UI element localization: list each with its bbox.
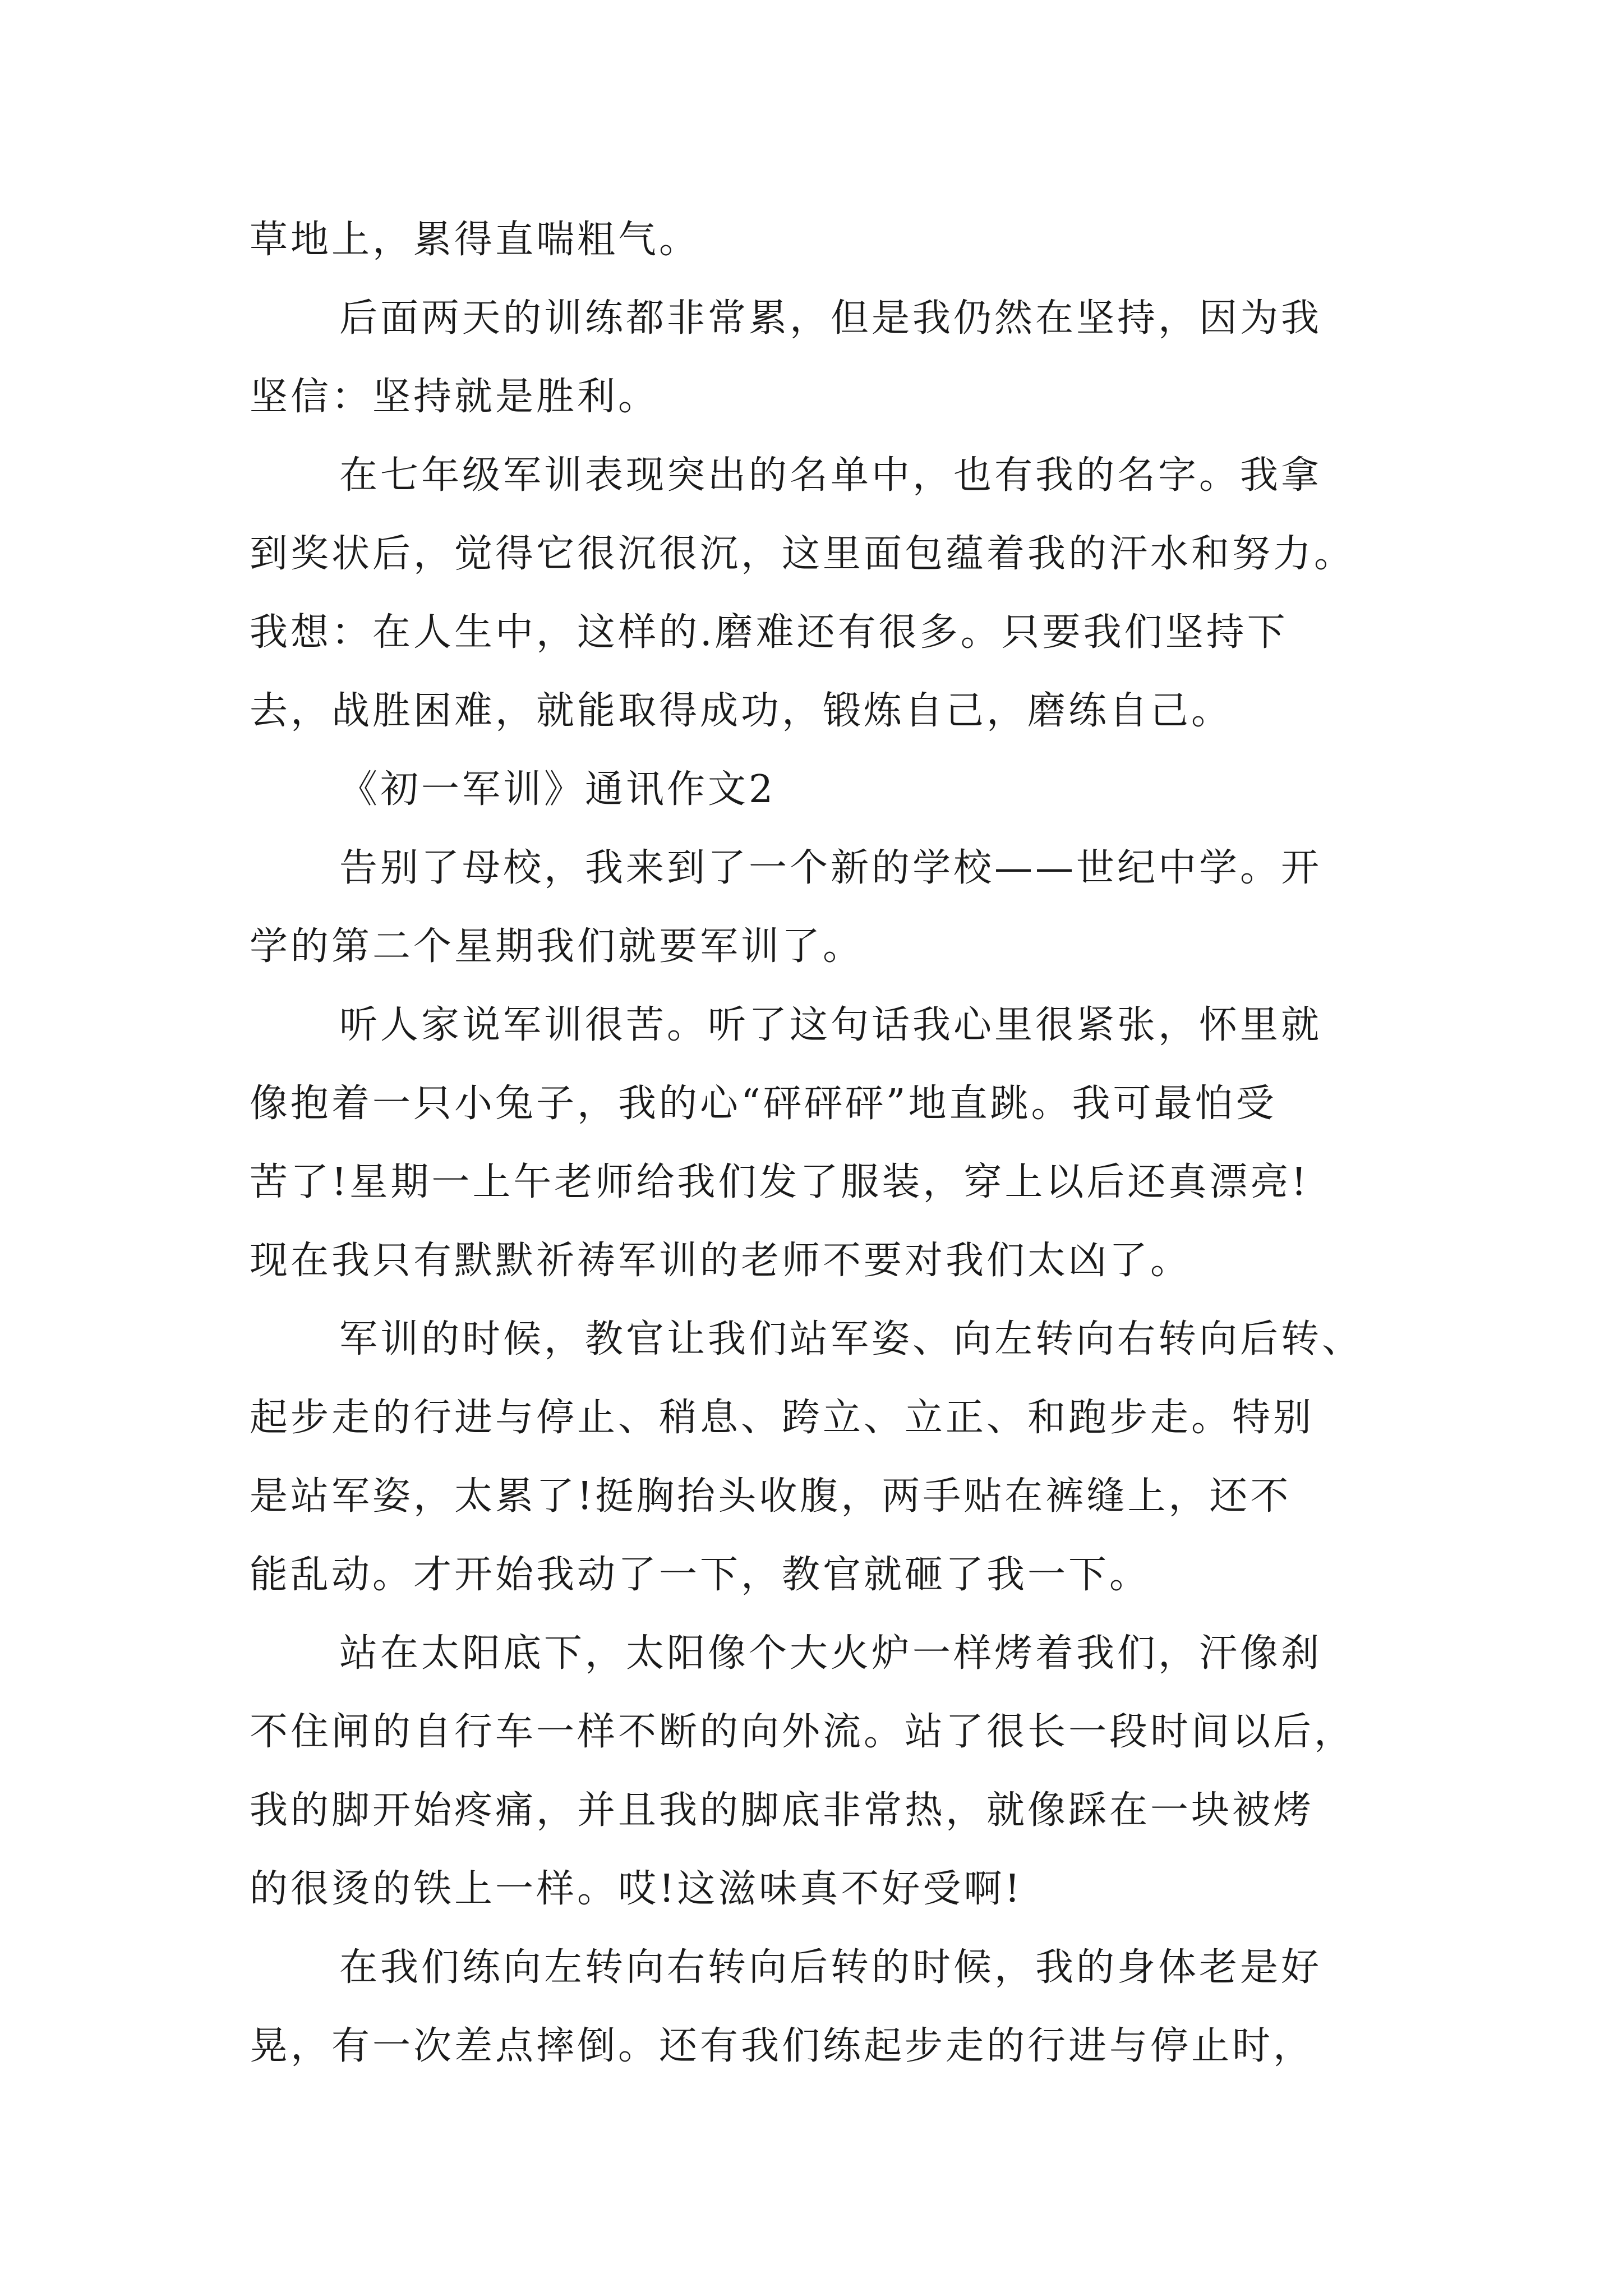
paragraph-line: 草地上，累得直喘粗气。 xyxy=(250,218,700,262)
paragraph-line: 到奖状后，觉得它很沉很沉，这里面包蕴着我的汗水和努力。 xyxy=(250,532,1355,576)
paragraph-line: 在我们练向左转向右转向后转的时候，我的身体老是好 xyxy=(339,1945,1322,1990)
paragraph-line: 坚信：坚持就是胜利。 xyxy=(250,375,660,419)
paragraph-line: 像抱着一只小兔子，我的心“砰砰砰”地直跳。我可最怕受 xyxy=(250,1082,1277,1126)
paragraph-line: 告别了母校，我来到了一个新的学校——世纪中学。开 xyxy=(339,846,1322,890)
paragraph-line: 我的脚开始疼痛，并且我的脚底非常热，就像踩在一块被烤 xyxy=(250,1788,1315,1833)
paragraph-line: 军训的时候，教官让我们站军姿、向左转向右转向后转、 xyxy=(339,1317,1363,1361)
paragraph-line: 不住闸的自行车一样不断的向外流。站了很长一段时间以后， xyxy=(250,1710,1355,1754)
paragraph-line: 是站军姿，太累了!挺胸抬头收腹，两手贴在裤缝上，还不 xyxy=(250,1474,1292,1519)
paragraph-line: 苦了!星期一上午老师给我们发了服装，穿上以后还真漂亮! xyxy=(250,1160,1310,1204)
paragraph-line: 听人家说军训很苦。听了这句话我心里很紧张，怀里就 xyxy=(339,1003,1322,1047)
paragraph-line: 现在我只有默默祈祷军训的老师不要对我们太凶了。 xyxy=(250,1239,1192,1283)
paragraph-line: 后面两天的训练都非常累，但是我仍然在坚持，因为我 xyxy=(339,296,1322,341)
paragraph-line: 在七年级军训表现突出的名单中，也有我的名字。我拿 xyxy=(339,453,1322,498)
paragraph-line: 起步走的行进与停止、稍息、跨立、立正、和跑步走。特别 xyxy=(250,1396,1315,1440)
paragraph-line: 站在太阳底下，太阳像个大火炉一样烤着我们，汗像刹 xyxy=(339,1631,1322,1676)
paragraph-line: 去，战胜困难，就能取得成功，锻炼自己，磨练自己。 xyxy=(250,689,1233,733)
paragraph-line: 的很烫的铁上一样。哎!这滋味真不好受啊! xyxy=(250,1867,1023,1911)
paragraph-line: 晃，有一次差点摔倒。还有我们练起步走的行进与停止时， xyxy=(250,2024,1315,2068)
paragraph-line: 能乱动。才开始我动了一下，教官就砸了我一下。 xyxy=(250,1553,1151,1597)
section-title: 《初一军训》通讯作文2 xyxy=(339,767,776,812)
paragraph-line: 我想：在人生中，这样的.磨难还有很多。只要我们坚持下 xyxy=(250,610,1288,655)
paragraph-line: 学的第二个星期我们就要军训了。 xyxy=(250,924,864,969)
